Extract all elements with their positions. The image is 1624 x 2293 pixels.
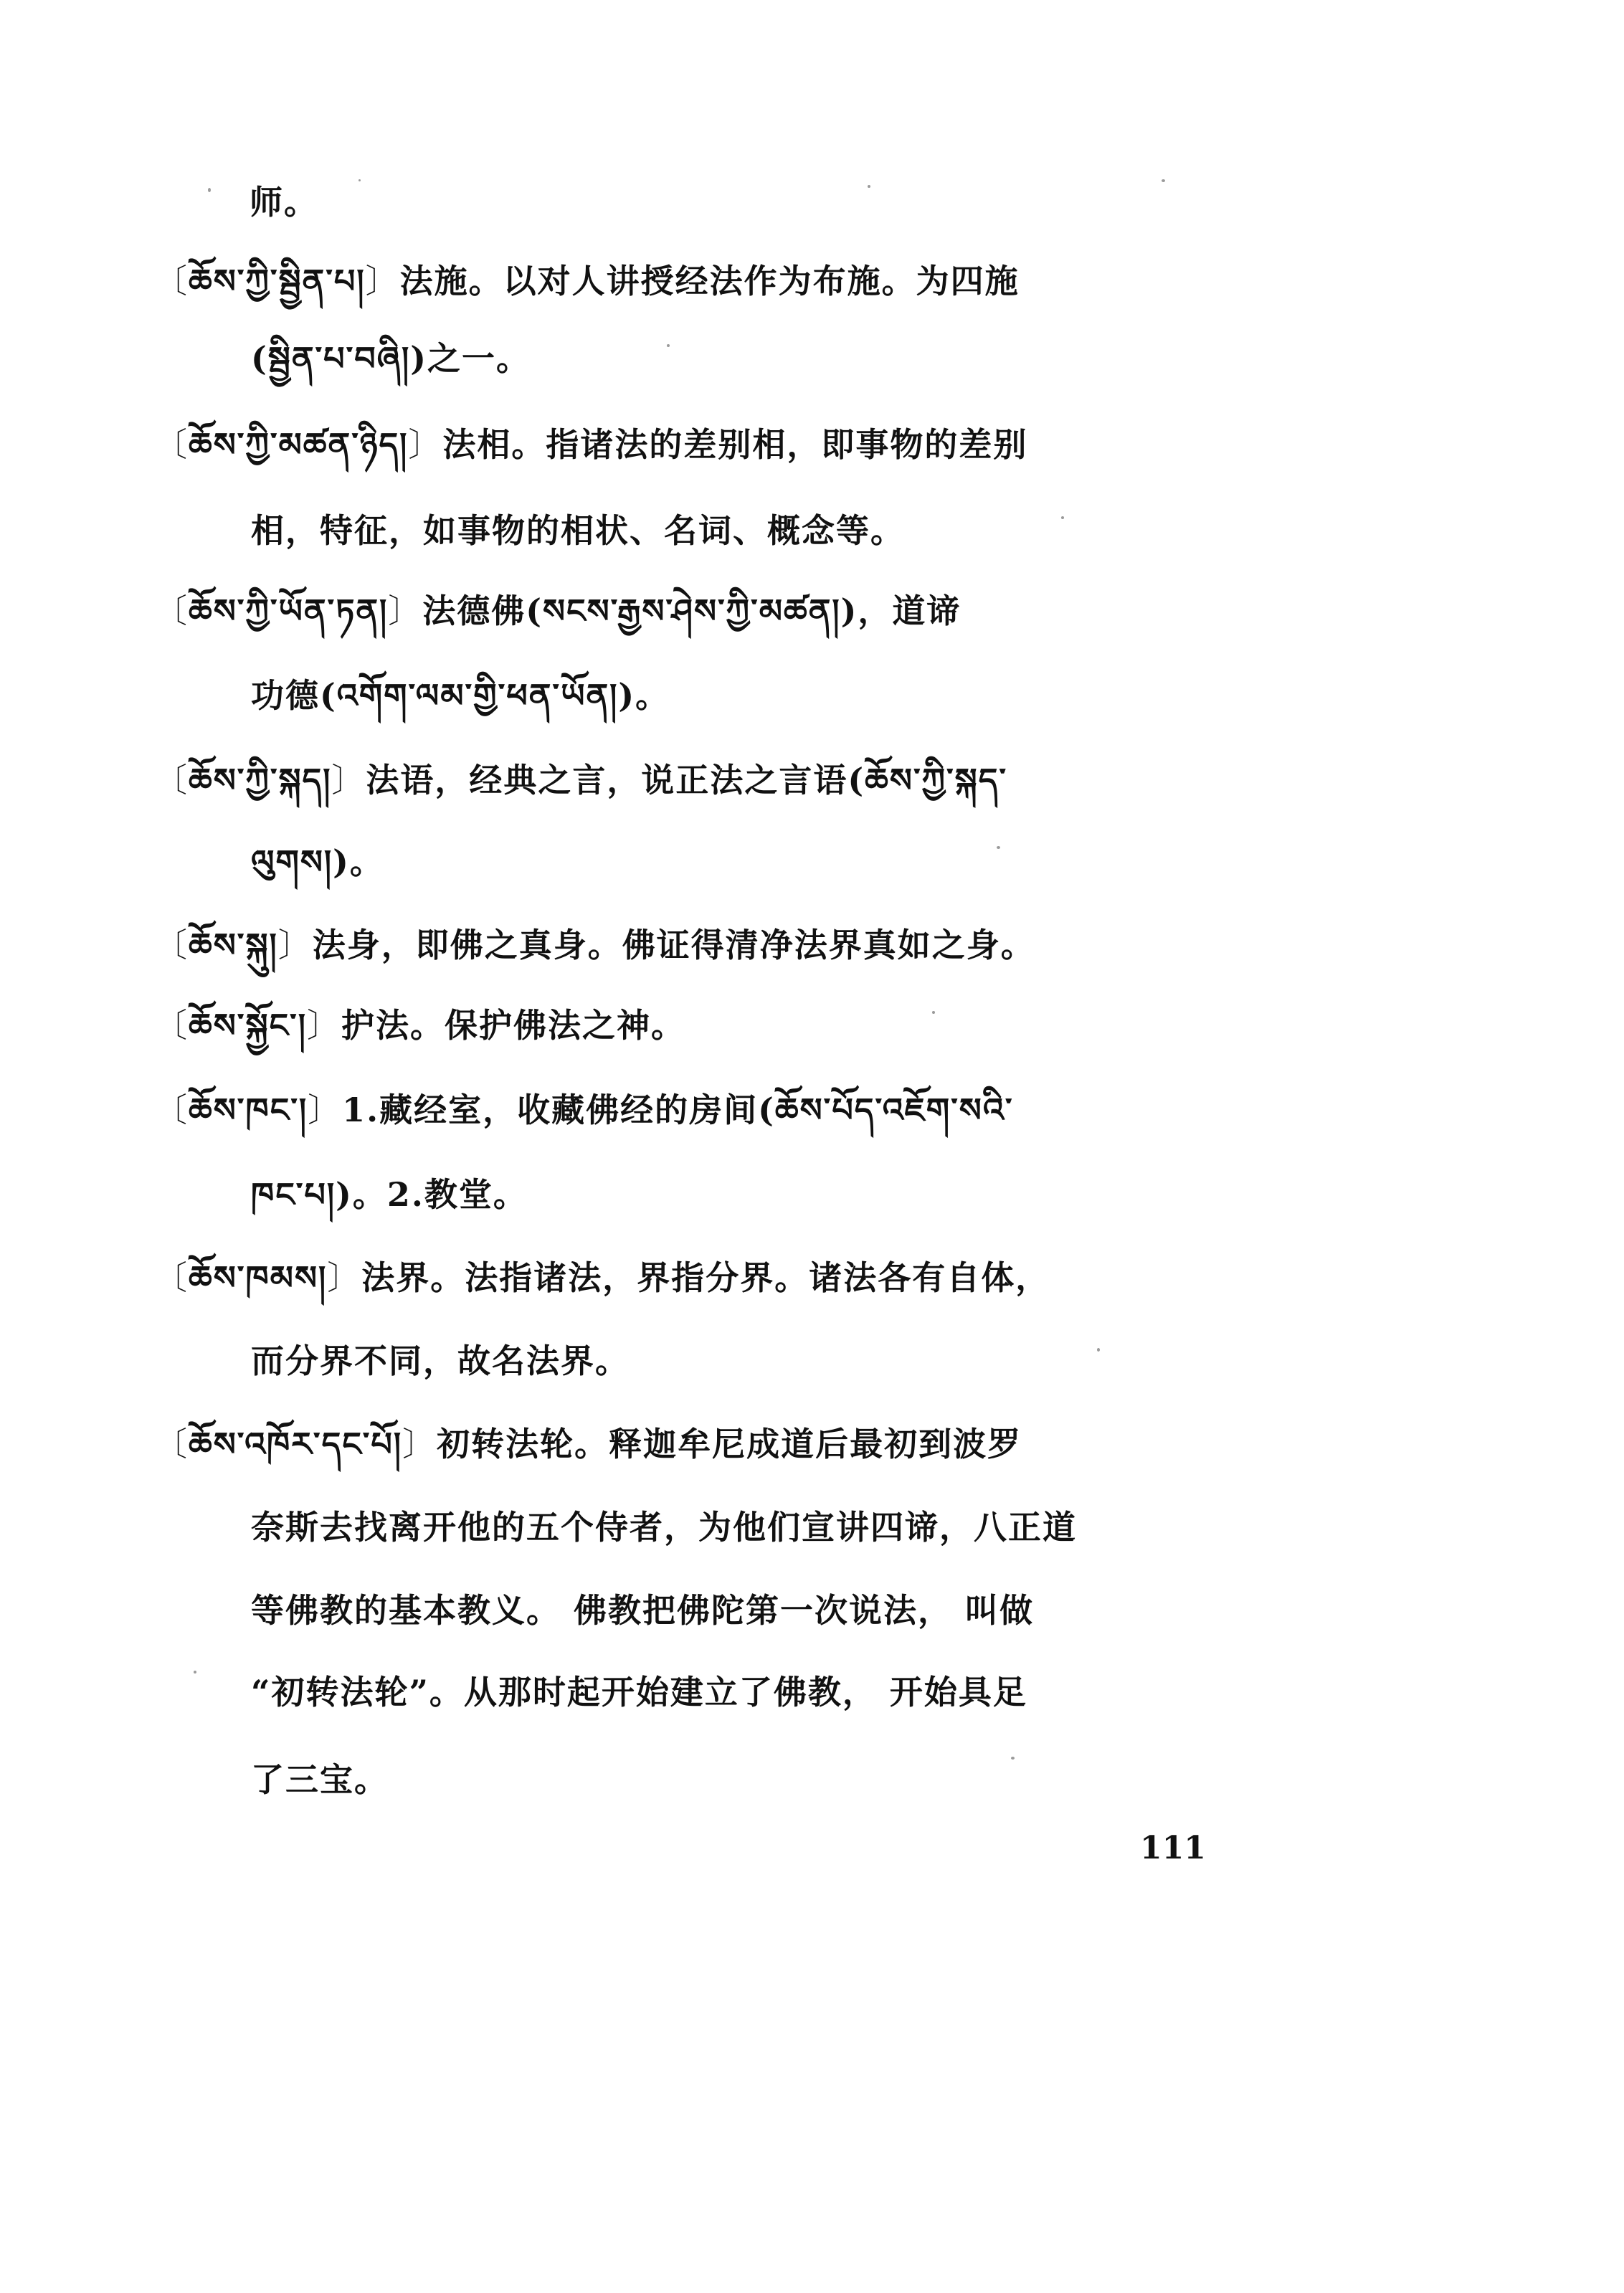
definition-text: 法界。法指诸法，界指分界。诸法各有自体， xyxy=(361,1258,1050,1297)
close-bracket: 〕 xyxy=(402,1425,437,1463)
close-bracket: 〕 xyxy=(331,761,366,799)
definition-text: 奈斯去找离开他的五个侍者，为他们宣讲四谛，八正道 xyxy=(251,1508,1077,1547)
entry-chos-khang xyxy=(154,1088,1014,1131)
open-bracket: 〔 xyxy=(154,926,189,964)
definition-text: 等佛教的基本教义。 佛教把佛陀第一次说法， 叫做 xyxy=(251,1591,1035,1630)
close-bracket: 〕 xyxy=(365,262,400,300)
tibetan-term: ཆོས་ཁམས། xyxy=(189,1258,328,1297)
definition-text: 1.藏经室，收藏佛经的房间(ཆོས་པོད་འཇོག་སའི་ xyxy=(342,1091,1014,1129)
definition-text: 法语，经典之言，说正法之言语(ཆོས་ཀྱི་སྐད་ xyxy=(366,761,1008,799)
carryover-fragment: 师。 xyxy=(250,183,318,222)
open-bracket: 〔 xyxy=(154,425,189,464)
tibetan-term: ཆོས་སྐྱོང་། xyxy=(189,1006,307,1045)
definition-text: 护法。保护佛法之神。 xyxy=(341,1006,685,1045)
definition-text: 法相。指诸法的差别相，即事物的差别 xyxy=(442,425,1028,464)
definition-text: 功德(འགོག་ལམ་གྱི་ཕན་ཡོན།)。 xyxy=(251,676,670,715)
scan-speck xyxy=(932,1011,935,1014)
scan-speck xyxy=(667,344,670,347)
entry-chos-sku xyxy=(154,924,1035,967)
definition-text: (སྦྱིན་པ་བཞི།)之一。 xyxy=(251,339,531,378)
tibetan-term: ཆོས་ཁང་། xyxy=(189,1091,308,1129)
open-bracket: 〔 xyxy=(154,1091,189,1129)
definition-text: 法身，即佛之真身。佛证得清净法界真如之身。 xyxy=(312,926,1035,964)
open-bracket: 〔 xyxy=(154,1258,189,1297)
definition-text: ལུགས།)。 xyxy=(251,842,384,881)
scan-speck xyxy=(358,179,361,181)
definition-text: 了三宝。 xyxy=(251,1760,389,1799)
definition-text: 相，特征，如事物的相状、名词、概念等。 xyxy=(251,511,905,550)
page-number: 111 xyxy=(1140,1830,1206,1866)
open-bracket: 〔 xyxy=(154,761,189,799)
close-bracket: 〕 xyxy=(277,926,313,964)
entry-chos-skyong xyxy=(154,1004,685,1047)
tibetan-term: ཆོས་སྐུ། xyxy=(189,926,278,964)
definition-text: 法施。以对人讲授经法作为布施。为四施 xyxy=(399,262,1020,300)
scan-speck xyxy=(1162,179,1165,182)
tibetan-term: ཆོས་ཀྱི་སྦྱིན་པ། xyxy=(189,262,366,300)
scan-speck xyxy=(997,846,1000,849)
scan-speck xyxy=(194,1671,196,1674)
close-bracket: 〕 xyxy=(306,1006,341,1045)
close-bracket: 〕 xyxy=(308,1091,343,1129)
tibetan-term: ཆོས་ཀྱི་མཚན་ཉིད། xyxy=(189,425,409,464)
open-bracket: 〔 xyxy=(154,1425,189,1463)
scan-speck xyxy=(1011,1757,1015,1760)
open-bracket: 〔 xyxy=(154,592,189,630)
definition-text: 法德佛(སངས་རྒྱས་ཤེས་ཀྱི་མཚན།)，道谛 xyxy=(422,592,961,630)
scan-speck xyxy=(1061,516,1064,519)
open-bracket: 〔 xyxy=(154,1006,189,1045)
tibetan-term: ཆོས་ཀྱི་སྐད། xyxy=(189,761,332,799)
close-bracket: 〕 xyxy=(327,1258,362,1297)
scan-speck xyxy=(1097,1348,1100,1352)
definition-text: ཁང་པ།)。2.教堂。 xyxy=(251,1175,528,1214)
scan-speck xyxy=(208,188,211,192)
close-bracket: 〕 xyxy=(388,592,423,630)
tibetan-term: ཆོས་འཁོར་དང་པོ། xyxy=(189,1425,403,1463)
entry-chos-kyi-skad xyxy=(154,759,1007,802)
open-bracket: 〔 xyxy=(154,262,189,300)
scan-speck xyxy=(868,185,870,188)
entry-chos-khor-dang-po xyxy=(154,1423,1022,1466)
definition-text: “初转法轮”。从那时起开始建立了佛教， 开始具足 xyxy=(251,1673,1027,1712)
definition-text: 而分界不同，故名法界。 xyxy=(251,1342,630,1380)
entry-chos-khams xyxy=(154,1256,1050,1299)
entry-chos-kyi-yon-tan xyxy=(154,589,961,632)
entry-chos-kyi-mtshan-nyid xyxy=(154,423,1027,466)
tibetan-term: ཆོས་ཀྱི་ཡོན་ཏན། xyxy=(189,592,389,630)
close-bracket: 〕 xyxy=(408,425,443,464)
definition-text: 初转法轮。释迦牟尼成道后最初到波罗 xyxy=(437,1425,1022,1463)
entry-chos-kyi-sbyin-pa xyxy=(154,260,1020,303)
